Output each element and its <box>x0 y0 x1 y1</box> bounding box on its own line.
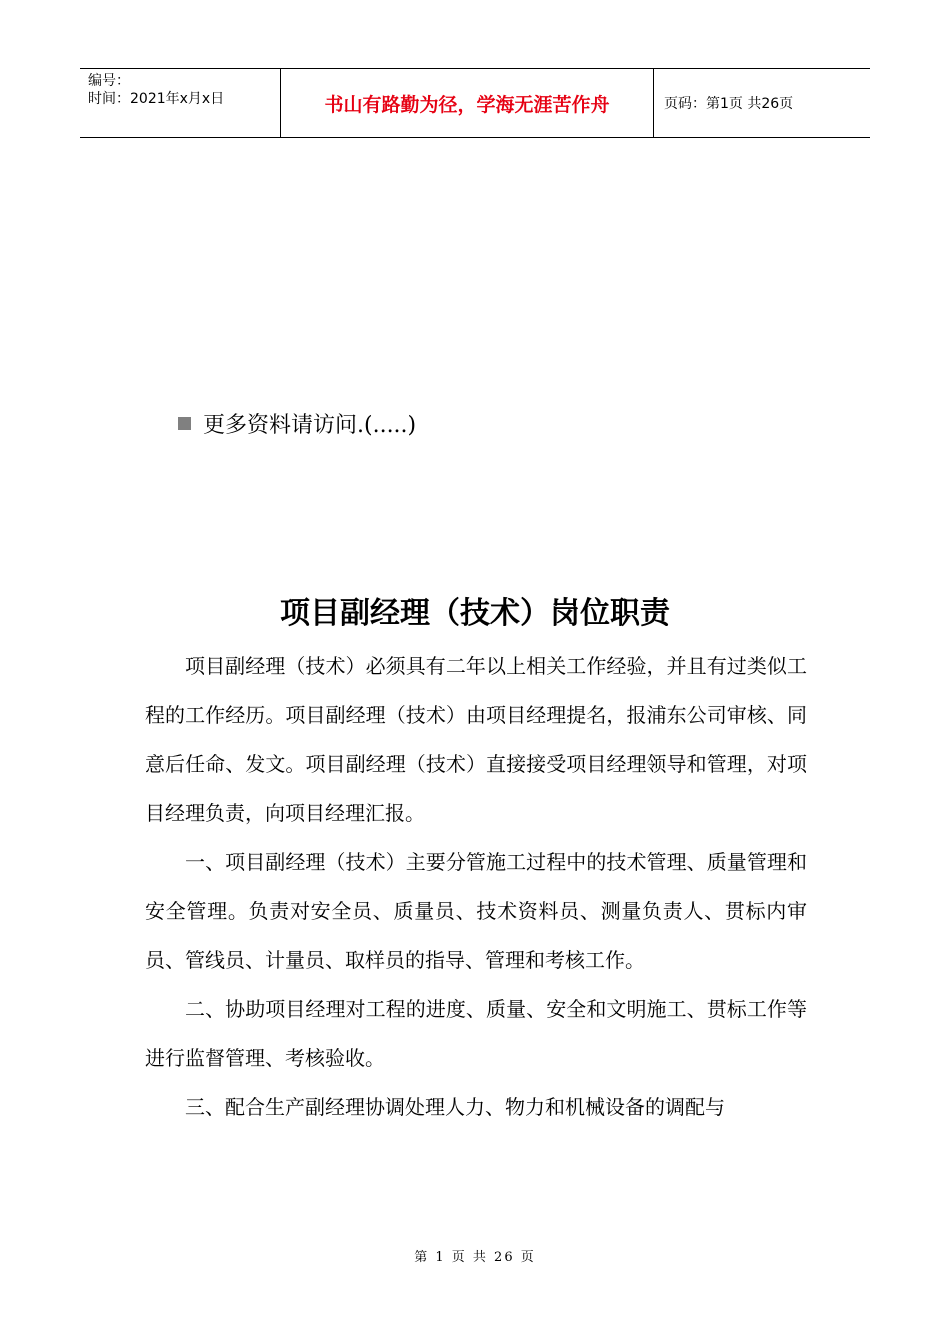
paragraph: 一、项目副经理（技术）主要分管施工过程中的技术管理、质量管理和安全管理。负责对安全员、质量员、技术资料员、测量负责人、贯标内审员、管线员、计量员、取样员的指导、管理和考核工作。 <box>145 850 807 972</box>
time-label: 时间：2021年x月x日 <box>88 91 225 107</box>
more-info-line <box>178 408 416 439</box>
paragraph: 三、配合生产副经理协调处理人力、物力和机械设备的调配与 <box>185 1095 725 1119</box>
header-page-info: 页码：第1页 共26页 <box>664 96 794 112</box>
square-bullet-icon <box>178 417 191 430</box>
document-body <box>145 642 807 1132</box>
header-table <box>80 68 870 138</box>
header-meta-cell <box>80 69 281 137</box>
header-motto: 书山有路勤为径，学海无涯苦作舟 <box>281 69 654 137</box>
paragraph: 二、协助项目经理对工程的进度、质量、安全和文明施工、贯标工作等进行监督管理、考核验收。 <box>145 997 807 1070</box>
page-footer: 第 1 页 共 26 页 <box>414 1250 536 1265</box>
document-title: 项目副经理（技术）岗位职责 <box>280 596 670 631</box>
more-info-link[interactable]: 更多资料请访问.(.....) <box>203 413 417 438</box>
paragraph: 项目副经理（技术）必须具有二年以上相关工作经验，并且有过类似工程的工作经历。项目副经理（技术）由项目经理提名，报浦东公司审核、同意后任命、发文。项目副经理（技术）直接接受项目经理领导和管理，对项目经理负责，向项目经理汇报。 <box>145 654 807 825</box>
number-label: 编号： <box>88 73 130 89</box>
